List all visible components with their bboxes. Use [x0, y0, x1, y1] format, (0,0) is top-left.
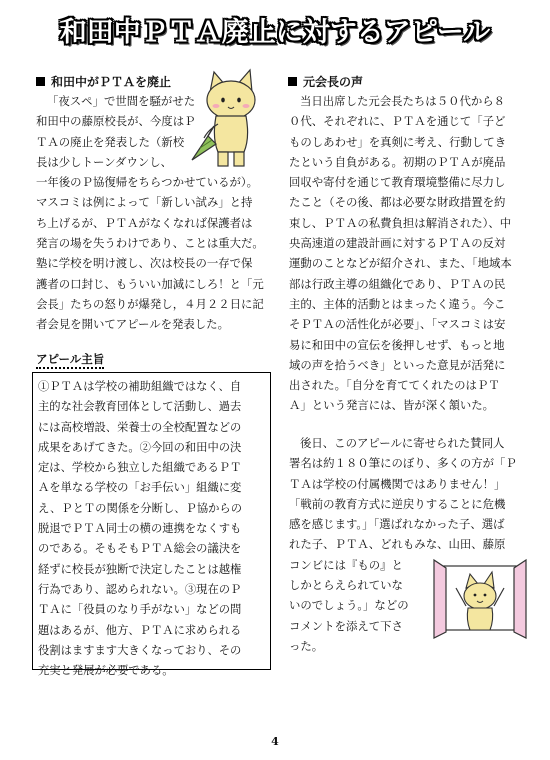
text-line: 「戦前の教育方式に逆戻りすることに危機	[289, 496, 506, 511]
text-line: 出された。「自分を育ててくれたのはＰＴ	[289, 378, 500, 393]
text-line: 運動のことなどが紹介され、また、「地域本	[289, 256, 512, 271]
text-line: 護者の口封じ、もういい加減にしろ！と「元	[36, 276, 264, 291]
text-line: 和田中の藤原校長が、今度はＰ	[36, 114, 196, 129]
text-line: れた子、ＰＴＡ、どれもみな、山田、藤原	[289, 537, 506, 552]
text-line: たという自負がある。初期のＰＴＡが廃品	[289, 154, 506, 169]
text-line: コンビには『もの』と	[289, 557, 403, 572]
text-line: 央高速道の建設計画に対するＰＴＡの反対	[289, 236, 506, 251]
square-bullet-icon	[36, 77, 45, 86]
text-line: 役割はますます大きくなっており、その	[38, 643, 242, 657]
text-line: のである。そもそもＰＴＡ総会の議決を	[38, 542, 242, 556]
section-heading-left-text: 和田中がＰＴＡを廃止	[51, 75, 172, 89]
text-line: マスコミは例によって「新しい試み」と持	[36, 195, 253, 210]
text-line: 一年後のＰ協復帰をちらつかせているが）。	[36, 175, 258, 190]
text-line: ＴＡの廃止を発表した（新校	[36, 134, 185, 149]
text-line: え、ＰとＴの関係を分断し、Ｐ協からの	[38, 501, 243, 515]
text-line: 「夜スペ」で世間を騒がせた	[47, 94, 196, 108]
text-line: 域の声を拾うべき」といった意見が活発に	[289, 357, 506, 372]
text-line: いのでしょう。」などの	[289, 598, 409, 613]
text-line: 署名は約１８０筆にのぼり、多くの方が「Ｐ	[289, 456, 517, 471]
text-line: 易に和田中の宣伝を後押しせず、もっと地	[289, 337, 505, 352]
text-line: 長は少しトーンダウンし、	[36, 154, 173, 169]
section-heading-right-text: 元会長の声	[303, 75, 364, 89]
text-line: 発言の場を失うわけであり、ことは重大だ。	[36, 236, 264, 251]
text-line: 後日、このアピールに寄せられた賛同人	[300, 436, 505, 450]
text-line: ０代、それぞれに、ＰＴＡを通じて「子ど	[289, 114, 506, 129]
text-line: 塾に学校を明け渡し、次は校長の一存で保	[36, 256, 253, 271]
page-title: 和田中ＰＴＡ廃止に対するアピール	[59, 17, 491, 48]
text-line: には高校増設、栄養士の全校配置などの	[38, 420, 242, 434]
text-line: 主的な社会教育団体として活動し、過去	[38, 400, 242, 414]
window-cat-illustration	[432, 558, 528, 640]
text-line: 回収や寄付を通じて教育環境整備に尽力し	[289, 175, 506, 190]
text-line: 充実と発展が必要である。	[38, 664, 174, 678]
text-line: ①ＰＴＡは学校の補助組織ではなく、自	[38, 380, 242, 393]
text-line: ち上げるが、ＰＴＡがなくなれば保護者は	[36, 215, 253, 230]
text-line: 題はあるが、他方、ＰＴＡに求められる	[38, 623, 242, 637]
text-line: 会長」たちの怒りが爆発し，４月２２日に記	[36, 296, 264, 311]
text-line: 感を感じます。」「選ばれなかった子、選ば	[289, 517, 505, 532]
text-line: 当日出席した元会長たちは５０代から８	[300, 94, 506, 108]
text-line: コメントを添えて下さ	[289, 618, 403, 633]
text-line: った。	[289, 638, 324, 653]
text-line: 成果をあげてきた。②今回の和田中の決	[38, 440, 242, 454]
cat-umbrella-illustration	[190, 66, 274, 174]
text-line: しかとらえられていな	[289, 578, 403, 593]
text-line: Ａ」という発言には、皆が深く頷いた。	[289, 398, 495, 413]
page-number: 4	[271, 735, 279, 748]
section-heading-right	[288, 73, 363, 90]
text-line: 束し、ＰＴＡの私費負担は解消された）、中	[289, 215, 512, 230]
text-line: ＴＡは学校の付属機関ではありません！」	[289, 476, 506, 491]
text-line: 行為であり、認められない。③現在のＰ	[38, 582, 242, 596]
text-line: ものしあわせ」を真剣に考え、行動してき	[289, 134, 507, 149]
appeal-heading: アピール主旨	[36, 351, 104, 369]
text-line: 経ずに校長が独断で決定したことは越権	[38, 562, 242, 576]
text-line: そＰＴＡの活性化が必要」、「マスコミは安	[289, 317, 506, 332]
square-bullet-icon	[288, 77, 297, 86]
text-line: 者会見を開いてアピールを発表した。	[36, 317, 229, 332]
appeal-text	[38, 377, 268, 681]
text-line: たこと（その後、都は必要な財政措置を約	[289, 195, 506, 210]
text-line: 部は行政主導の組織化であり、ＰＴＡの民	[289, 276, 506, 291]
right-article-text	[289, 91, 524, 416]
text-line: Ａを単なる学校の「お手伝い」組織に変	[38, 481, 242, 495]
text-line: ＴＡに「役員のなり手がない」などの問	[38, 603, 242, 617]
text-line: 定は、学校から独立した組織であるＰＴ	[38, 461, 242, 475]
text-line: 脱退でＰＴＡ同士の横の連携をなくすも	[38, 522, 242, 536]
section-heading-left	[36, 73, 171, 90]
text-line: 主的、主体的活動とはまったく違う。今こ	[289, 296, 506, 311]
